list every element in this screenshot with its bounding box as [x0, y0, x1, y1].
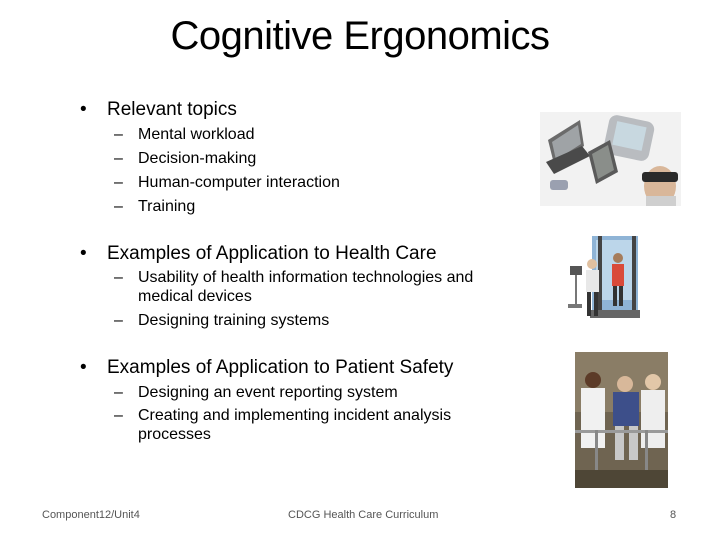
slide-number: 8 — [670, 509, 677, 521]
sub-item-text: Decision-making — [138, 150, 257, 167]
dash: – — [114, 174, 123, 191]
sub-item — [114, 197, 195, 216]
sub-item-text: Mental workload — [138, 126, 255, 143]
sub-item-text: Human-computer interaction — [138, 174, 340, 191]
dash: – — [114, 384, 123, 401]
sub-item-text: Designing an event reporting system — [138, 384, 398, 401]
bullet-dot: • — [80, 99, 87, 120]
bullet-heading: Relevant topics — [107, 99, 237, 120]
devices-image — [540, 112, 681, 206]
dash: – — [114, 150, 123, 167]
bullet-dot: • — [80, 243, 87, 264]
sub-item — [114, 173, 340, 192]
sub-item — [114, 383, 398, 402]
robot-gait-trainer-image — [562, 232, 642, 322]
sub-item — [114, 149, 256, 168]
dash: – — [114, 198, 123, 215]
sub-item-text: Training — [138, 198, 196, 215]
devices-illustration — [540, 112, 681, 206]
sub-item-text: Designing training systems — [138, 312, 330, 329]
bullet-heading: Examples of Application to Patient Safety — [107, 357, 454, 378]
bullet-dot: • — [80, 357, 87, 378]
sub-item — [114, 125, 255, 144]
dash: – — [114, 269, 123, 286]
sub-item — [114, 311, 329, 330]
dash: – — [114, 126, 123, 143]
sub-item-text: Creating and implementing incident analysis processes — [138, 407, 452, 443]
gait-trainer-illustration — [562, 232, 642, 322]
bullet-patient-safety — [80, 357, 453, 379]
sub-item — [114, 406, 508, 444]
bullet-relevant-topics — [80, 99, 237, 121]
slide-title: Cognitive Ergonomics — [170, 14, 550, 58]
rehab-photo-illustration — [575, 352, 668, 488]
sub-item-text: Usability of health information technologies and medical devices — [138, 269, 474, 305]
footer-center: CDCG Health Care Curriculum — [288, 509, 439, 521]
bullet-health-care — [80, 243, 437, 265]
patient-rehab-image — [575, 352, 668, 488]
sub-item — [114, 268, 528, 306]
dash: – — [114, 407, 123, 424]
dash: – — [114, 312, 123, 329]
footer-left: Component12/Unit4 — [42, 509, 140, 521]
bullet-heading: Examples of Application to Health Care — [107, 243, 437, 264]
